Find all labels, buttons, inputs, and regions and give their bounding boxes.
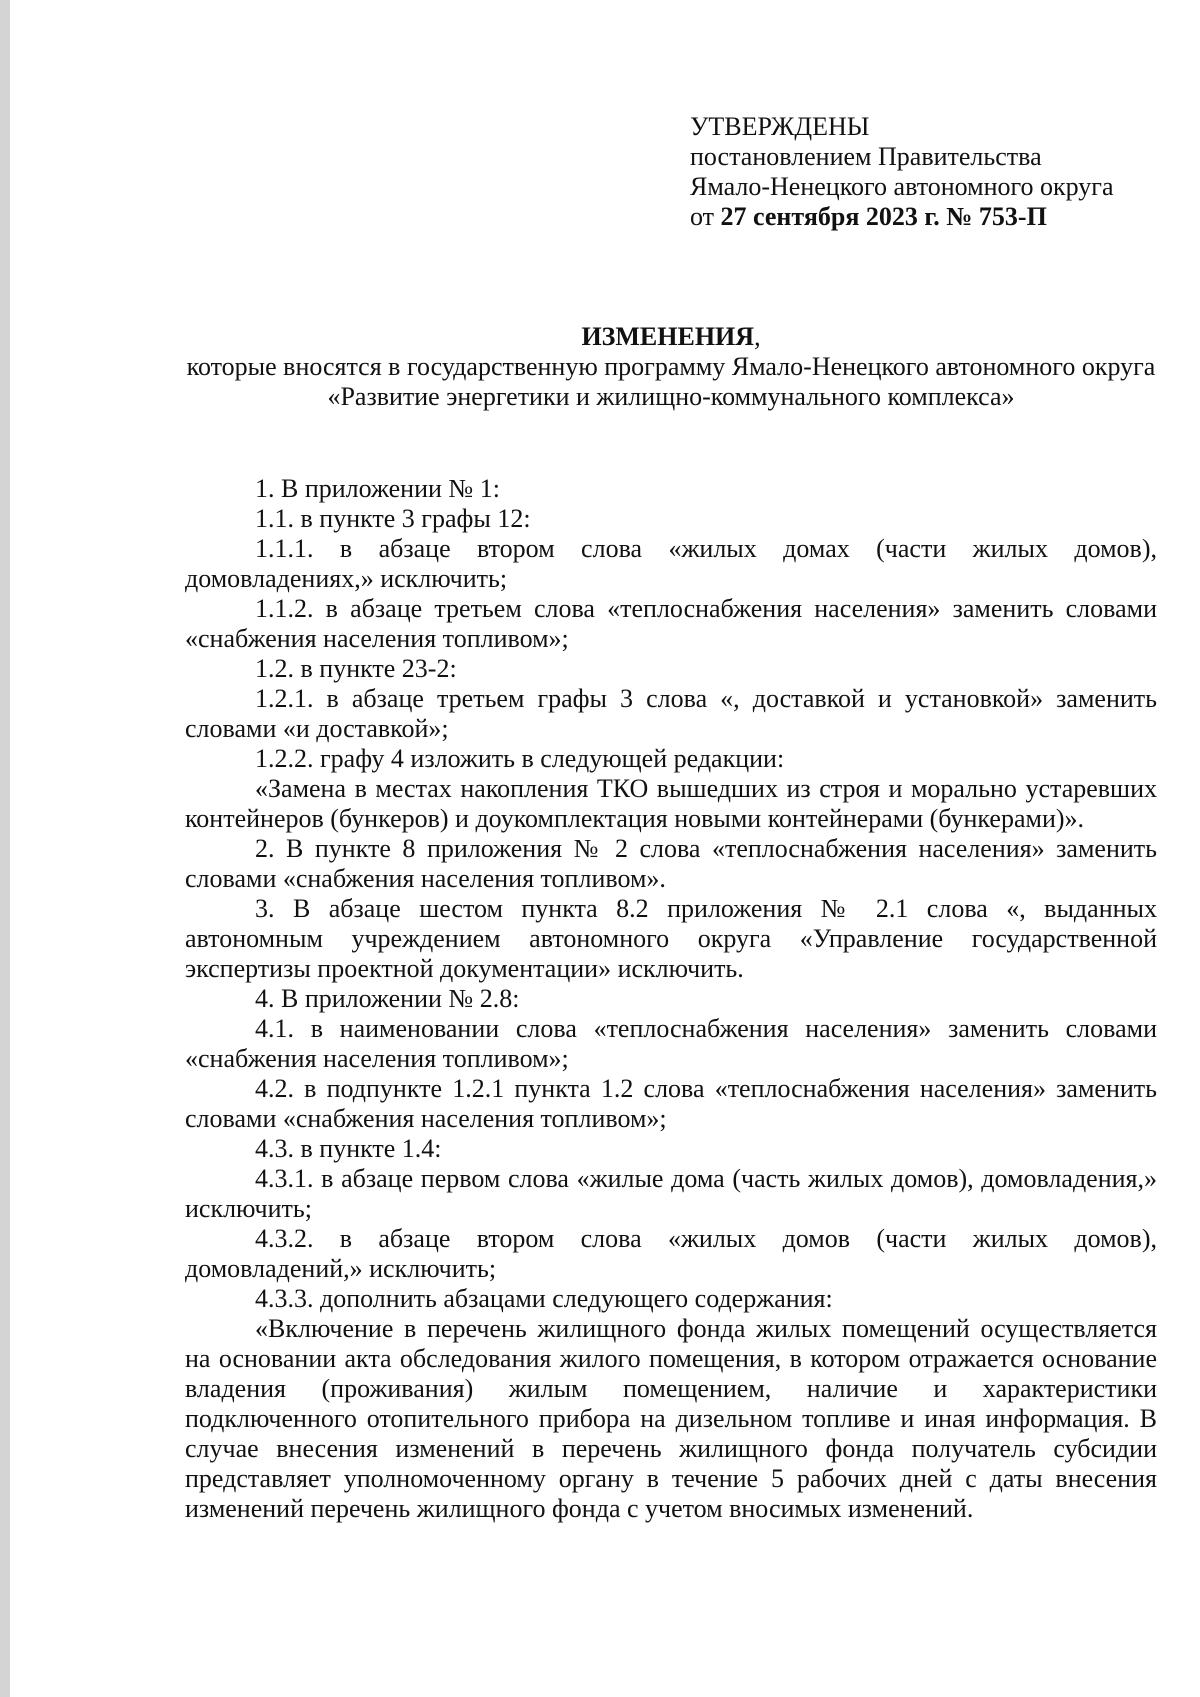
paragraph-quote-tko: «Замена в местах накопления ТКО вышедших из строя и морально устаревших контейнеров (бункеров) и доукомплектация новыми контейнерами (бункерами)». (185, 774, 1157, 833)
paragraph-4-3-1: 4.3.1. в абзаце первом слова «жилые дома (часть жилых домов), домовладения,» исключить; (185, 1164, 1157, 1223)
approval-line-2: Ямало-Ненецкого автономного округа (690, 172, 1114, 201)
approval-date-line (690, 202, 1170, 232)
paragraph-1: 1. В приложении № 1: (255, 474, 500, 503)
heading-subtitle: которые вносятся в государственную программу Ямало-Ненецкого автономного округа «Развитие энергетики и жилищно-коммунального комплекса» (186, 352, 1156, 411)
paragraph-4-2: 4.2. в подпункте 1.2.1 пункта 1.2 слова «теплоснабжения населения» заменить словами «снабжения населения топливом»; (185, 1074, 1157, 1133)
approved-title: УТВЕРЖДЕНЫ (690, 112, 870, 141)
paragraph-3: 3. В абзаце шестом пункта 8.2 приложения № 2.1 слова «, выданных автономным учреждением автономного округа «Управление государственной экспертизы проектной документации» исключить. (185, 894, 1157, 983)
paragraph-4: 4. В приложении № 2.8: (255, 984, 520, 1013)
document-body (185, 474, 1157, 1524)
approval-line-1: постановлением Правительства (690, 142, 1042, 171)
document-heading (185, 322, 1157, 412)
heading-title (185, 322, 1157, 352)
paragraph-1-1-1: 1.1.1. в абзаце втором слова «жилых домах (части жилых домов), домовладениях,» исключить; (185, 534, 1157, 593)
page-edge-shadow (0, 0, 10, 1697)
paragraph-4-3: 4.3. в пункте 1.4: (255, 1134, 442, 1163)
paragraph-4-3-3: 4.3.3. дополнить абзацами следующего содержания: (255, 1284, 833, 1313)
approval-block (690, 112, 1170, 232)
paragraph-4-1: 4.1. в наименовании слова «теплоснабжения населения» заменить словами «снабжения населения топливом»; (185, 1014, 1157, 1073)
heading-title-word: ИЗМЕНЕНИЯ (581, 322, 755, 351)
paragraph-1-2-2: 1.2.2. графу 4 изложить в следующей редакции: (255, 744, 785, 773)
paragraph-2: 2. В пункте 8 приложения № 2 слова «теплоснабжения населения» заменить словами «снабжения населения топливом». (185, 834, 1157, 893)
heading-title-comma: , (754, 322, 761, 351)
paragraph-1-2: 1.2. в пункте 23-2: (255, 654, 457, 683)
approval-date: 27 сентября 2023 г. № 753-П (720, 202, 1047, 231)
paragraph-1-1-2: 1.1.2. в абзаце третьем слова «теплоснабжения населения» заменить словами «снабжения населения топливом»; (185, 594, 1157, 653)
paragraph-1-1: 1.1. в пункте 3 графы 12: (255, 504, 531, 533)
paragraph-quote-inclusion: «Включение в перечень жилищного фонда жилых помещений осуществляется на основании акта обследования жилого помещения, в котором отражается основание владения (проживания) жилым помещением, наличие и характеристики подключенного отопительного прибора на дизельном топливе и иная информация. В случае внесения изменений в перечень жилищного фонда получатель субсидии представляет уполномоченному органу в течение 5 рабочих дней с даты внесения изменений перечень жилищного фонда с учетом вносимых изменений. (185, 1314, 1157, 1523)
approval-date-prefix: от (690, 202, 715, 231)
document-page (10, 0, 1200, 1697)
paragraph-4-3-2: 4.3.2. в абзаце втором слова «жилых домов (части жилых домов), домовладений,» исключить; (185, 1224, 1157, 1283)
paragraph-1-2-1: 1.2.1. в абзаце третьем графы 3 слова «, доставкой и установкой» заменить словами «и доставкой»; (185, 684, 1157, 743)
